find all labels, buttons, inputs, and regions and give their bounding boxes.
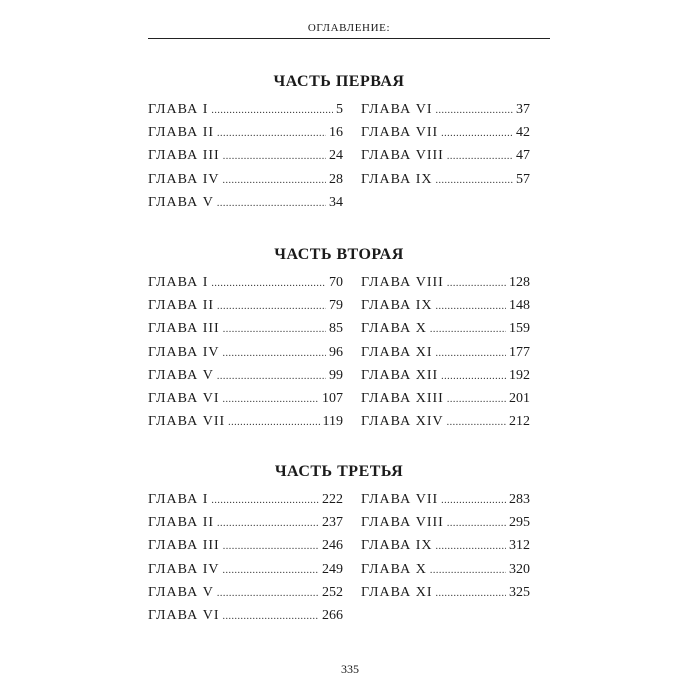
chapter-page: 99 (329, 367, 343, 383)
chapter-page: 222 (322, 492, 343, 507)
dot-leader (211, 278, 326, 289)
part-three (148, 460, 530, 631)
toc-entry[interactable] (148, 195, 343, 218)
dot-leader (217, 198, 326, 209)
chapter-page: 119 (322, 414, 343, 430)
dot-leader (223, 541, 319, 552)
part-title: ЧАСТЬ ВТОРАЯ (274, 246, 404, 263)
chapter-page: 5 (336, 102, 343, 117)
toc-entry[interactable] (148, 321, 343, 344)
chapter-page: 79 (329, 298, 343, 314)
chapter-label: ГЛАВА II (148, 125, 215, 141)
chapter-label: ГЛАВА IV (148, 171, 220, 187)
toc-entry[interactable] (361, 492, 530, 515)
chapter-label: ГЛАВА II (148, 515, 215, 531)
toc-entry[interactable] (148, 608, 343, 631)
chapter-column-right (361, 275, 530, 437)
chapter-label: ГЛАВА VII (148, 414, 226, 430)
chapter-page: 246 (322, 538, 343, 554)
part-title: ЧАСТЬ ПЕРВАЯ (273, 73, 405, 90)
dot-leader (217, 588, 319, 599)
chapter-page: 34 (329, 194, 343, 210)
chapter-page: 159 (509, 321, 530, 337)
chapter-page: 70 (329, 275, 343, 290)
chapter-label: ГЛАВА XI (361, 344, 433, 360)
dot-leader (430, 324, 506, 335)
chapter-label: ГЛАВА XIV (361, 414, 444, 430)
header-rule (148, 38, 550, 39)
dot-leader (217, 301, 326, 312)
dot-leader (228, 417, 319, 428)
dot-leader (447, 417, 506, 428)
toc-entry[interactable] (148, 102, 343, 125)
chapter-page: 283 (509, 492, 530, 507)
toc-entry[interactable] (148, 275, 343, 298)
toc-entry[interactable] (361, 585, 530, 608)
dot-leader (211, 495, 319, 506)
toc-entry[interactable] (361, 515, 530, 538)
toc-entry[interactable] (148, 391, 343, 414)
chapter-label: ГЛАВА VIII (361, 515, 444, 531)
chapter-page: 312 (509, 538, 530, 554)
chapter-page: 252 (322, 584, 343, 600)
dot-leader (223, 175, 327, 186)
dot-leader (217, 128, 326, 139)
chapter-label: ГЛАВА I (148, 492, 209, 507)
chapter-label: ГЛАВА V (148, 584, 214, 600)
chapter-label: ГЛАВА VI (361, 102, 433, 117)
toc-entry[interactable] (361, 538, 530, 561)
chapter-page: 212 (509, 414, 530, 430)
toc-entry[interactable] (148, 538, 343, 561)
toc-entry[interactable] (361, 391, 530, 414)
dot-leader (436, 175, 514, 186)
part-one (148, 70, 530, 218)
chapter-page: 128 (509, 275, 530, 290)
chapter-page: 47 (516, 148, 530, 164)
dot-leader (223, 611, 320, 622)
chapter-page: 249 (322, 561, 343, 577)
toc-entry[interactable] (361, 345, 530, 368)
toc-entry[interactable] (148, 515, 343, 538)
chapter-page: 96 (329, 344, 343, 360)
chapter-column-right (361, 492, 530, 631)
dot-leader (211, 105, 333, 116)
dot-leader (223, 324, 326, 335)
dot-leader (447, 278, 506, 289)
chapter-label: ГЛАВА II (148, 298, 215, 314)
chapter-page: 28 (329, 171, 343, 187)
chapter-page: 201 (509, 390, 530, 406)
toc-entry[interactable] (361, 298, 530, 321)
chapter-label: ГЛАВА I (148, 275, 209, 290)
chapter-label: ГЛАВА XII (361, 367, 439, 383)
dot-leader (217, 371, 326, 382)
chapter-label: ГЛАВА III (148, 148, 220, 164)
toc-entry[interactable] (361, 102, 530, 125)
dot-leader (217, 518, 319, 529)
toc-entry[interactable] (361, 321, 530, 344)
chapter-label: ГЛАВА X (361, 561, 427, 577)
chapter-label: ГЛАВА III (148, 321, 220, 337)
chapter-page: 107 (322, 390, 343, 406)
dot-leader (223, 348, 327, 359)
chapter-label: ГЛАВА V (148, 194, 214, 210)
chapter-page: 37 (516, 102, 530, 117)
dot-leader (441, 495, 506, 506)
chapter-page: 85 (329, 321, 343, 337)
toc-entry[interactable] (361, 414, 530, 437)
chapter-page: 192 (509, 367, 530, 383)
toc-entry[interactable] (361, 368, 530, 391)
toc-entry[interactable] (148, 562, 343, 585)
chapter-label: ГЛАВА IX (361, 298, 433, 314)
part-title: ЧАСТЬ ТРЕТЬЯ (274, 463, 404, 480)
dot-leader (447, 151, 513, 162)
toc-entry[interactable] (361, 172, 530, 195)
chapter-label: ГЛАВА X (361, 321, 427, 337)
chapter-column-left (148, 102, 343, 218)
chapter-column-left (148, 492, 343, 631)
chapter-label: ГЛАВА XI (361, 584, 433, 600)
chapter-page: 148 (509, 298, 530, 314)
toc-entry[interactable] (148, 585, 343, 608)
dot-leader (436, 541, 507, 552)
chapter-label: ГЛАВА IX (361, 538, 433, 554)
dot-leader (223, 151, 326, 162)
dot-leader (436, 301, 507, 312)
toc-entry[interactable] (361, 125, 530, 148)
chapter-page: 57 (516, 171, 530, 187)
chapter-label: ГЛАВА VII (361, 492, 439, 507)
page-number: 335 (341, 662, 359, 676)
chapter-label: ГЛАВА IV (148, 344, 220, 360)
chapter-page: 24 (329, 148, 343, 164)
chapter-page: 177 (509, 344, 530, 360)
dot-leader (447, 518, 506, 529)
dot-leader (436, 348, 507, 359)
dot-leader (441, 371, 506, 382)
chapter-page: 16 (329, 125, 343, 141)
chapter-page: 237 (322, 515, 343, 531)
toc-entry[interactable] (361, 562, 530, 585)
toc-entry[interactable] (148, 345, 343, 368)
dot-leader (223, 565, 320, 576)
chapter-label: ГЛАВА III (148, 538, 220, 554)
part-two (148, 243, 530, 437)
toc-entry[interactable] (148, 125, 343, 148)
dot-leader (430, 565, 506, 576)
dot-leader (441, 128, 513, 139)
chapter-column-right (361, 102, 530, 218)
toc-entry[interactable] (148, 172, 343, 195)
chapter-label: ГЛАВА VII (361, 125, 439, 141)
chapter-page: 42 (516, 125, 530, 141)
chapter-label: ГЛАВА VIII (361, 275, 444, 290)
toc-entry[interactable] (361, 148, 530, 171)
running-head-title: ОГЛАВЛЕНИЕ: (307, 22, 391, 34)
toc-entry[interactable] (148, 414, 343, 437)
chapter-label: ГЛАВА IV (148, 561, 220, 577)
toc-entry[interactable] (148, 368, 343, 391)
toc-entry[interactable] (148, 148, 343, 171)
toc-entry[interactable] (148, 492, 343, 515)
chapter-label: ГЛАВА I (148, 102, 209, 117)
toc-entry[interactable] (148, 298, 343, 321)
chapter-page: 295 (509, 515, 530, 531)
chapter-label: ГЛАВА IX (361, 171, 433, 187)
chapter-label: ГЛАВА V (148, 367, 214, 383)
dot-leader (447, 394, 506, 405)
dot-leader (436, 588, 507, 599)
toc-entry[interactable] (361, 275, 530, 298)
chapter-page: 325 (509, 584, 530, 600)
chapter-page: 266 (322, 607, 343, 623)
chapter-page: 320 (509, 561, 530, 577)
chapter-label: ГЛАВА VI (148, 390, 220, 406)
chapter-label: ГЛАВА VIII (361, 148, 444, 164)
dot-leader (436, 105, 514, 116)
chapter-label: ГЛАВА XIII (361, 390, 444, 406)
dot-leader (223, 394, 320, 405)
chapter-label: ГЛАВА VI (148, 607, 220, 623)
chapter-column-left (148, 275, 343, 437)
